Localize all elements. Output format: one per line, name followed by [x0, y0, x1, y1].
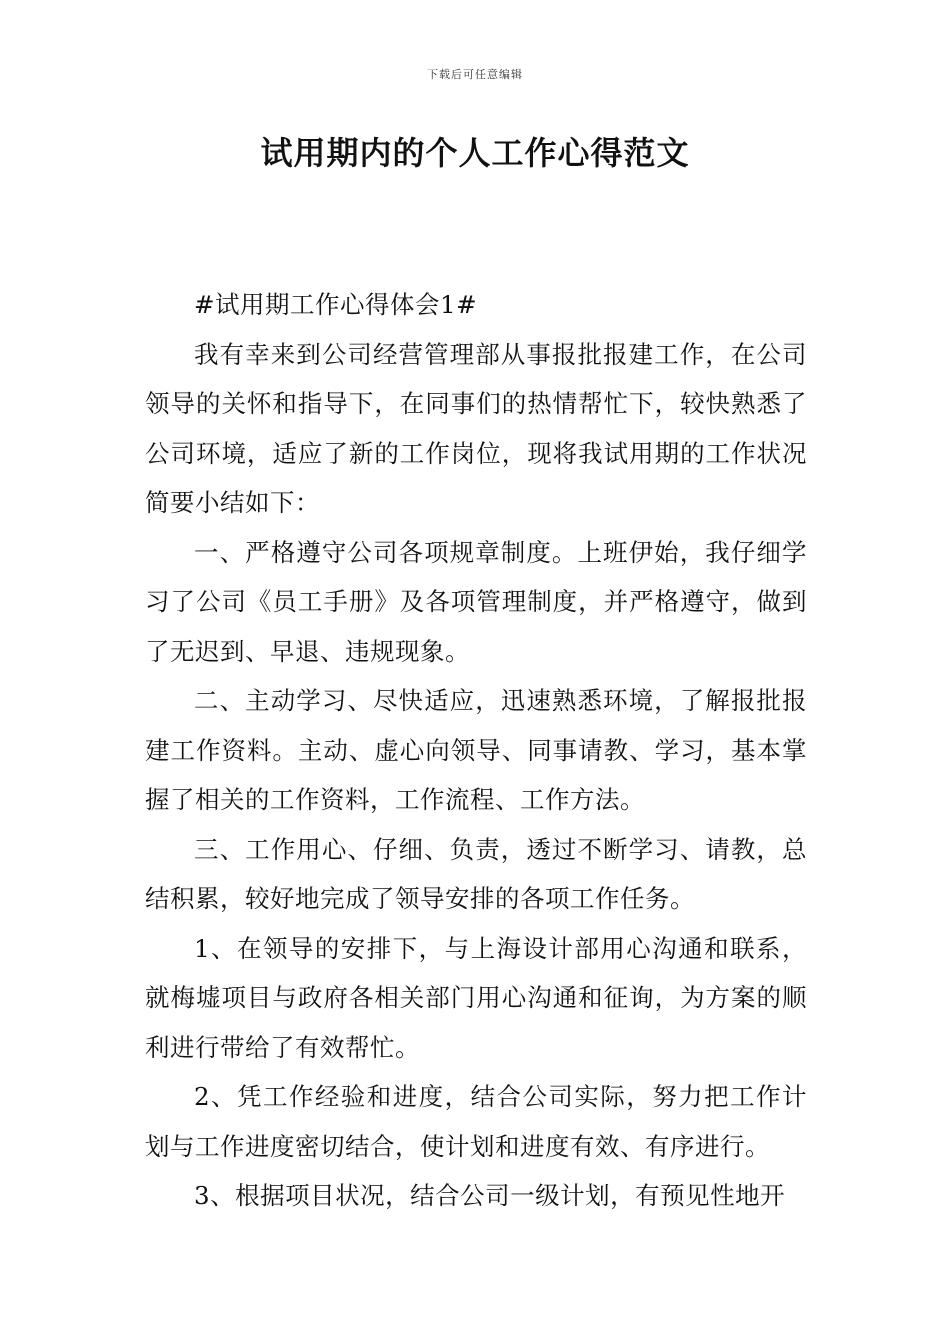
paragraph: 三、工作用心、仔细、负责，透过不断学习、请教，总结积累，较好地完成了领导安排的各项工作任务。	[145, 834, 807, 913]
paragraph: 3、根据项目状况，结合公司一级计划，有预见性地开	[194, 1181, 786, 1210]
document-body	[145, 280, 807, 1221]
header-note: 下载后可任意编辑	[427, 68, 523, 81]
paragraph: 二、主动学习、尽快适应，迅速熟悉环境，了解报批报建工作资料。主动、虚心向领导、同事请教、学习，基本掌握了相关的工作资料，工作流程、工作方法。	[145, 686, 807, 814]
paragraph: 我有幸来到公司经营管理部从事报批报建工作，在公司领导的关怀和指导下，在同事们的热情帮忙下，较快熟悉了公司环境，适应了新的工作岗位，现将我试用期的工作状况简要小结如下：	[145, 339, 807, 517]
paragraph: 1、在领导的安排下，与上海设计部用心沟通和联系，就梅墟项目与政府各相关部门用心沟通和征询，为方案的顺利进行带给了有效帮忙。	[145, 933, 807, 1062]
paragraph: 2、凭工作经验和进度，结合公司实际，努力把工作计划与工作进度密切结合，使计划和进度有效、有序进行。	[145, 1082, 807, 1161]
paragraph: 一、严格遵守公司各项规章制度。上班伊始，我仔细学习了公司《员工手册》及各项管理制度，并严格遵守，做到了无迟到、早退、违规现象。	[145, 537, 807, 666]
section-heading: #试用期工作心得体会1#	[194, 290, 478, 319]
document-title: 试用期内的个人工作心得范文	[260, 134, 690, 172]
